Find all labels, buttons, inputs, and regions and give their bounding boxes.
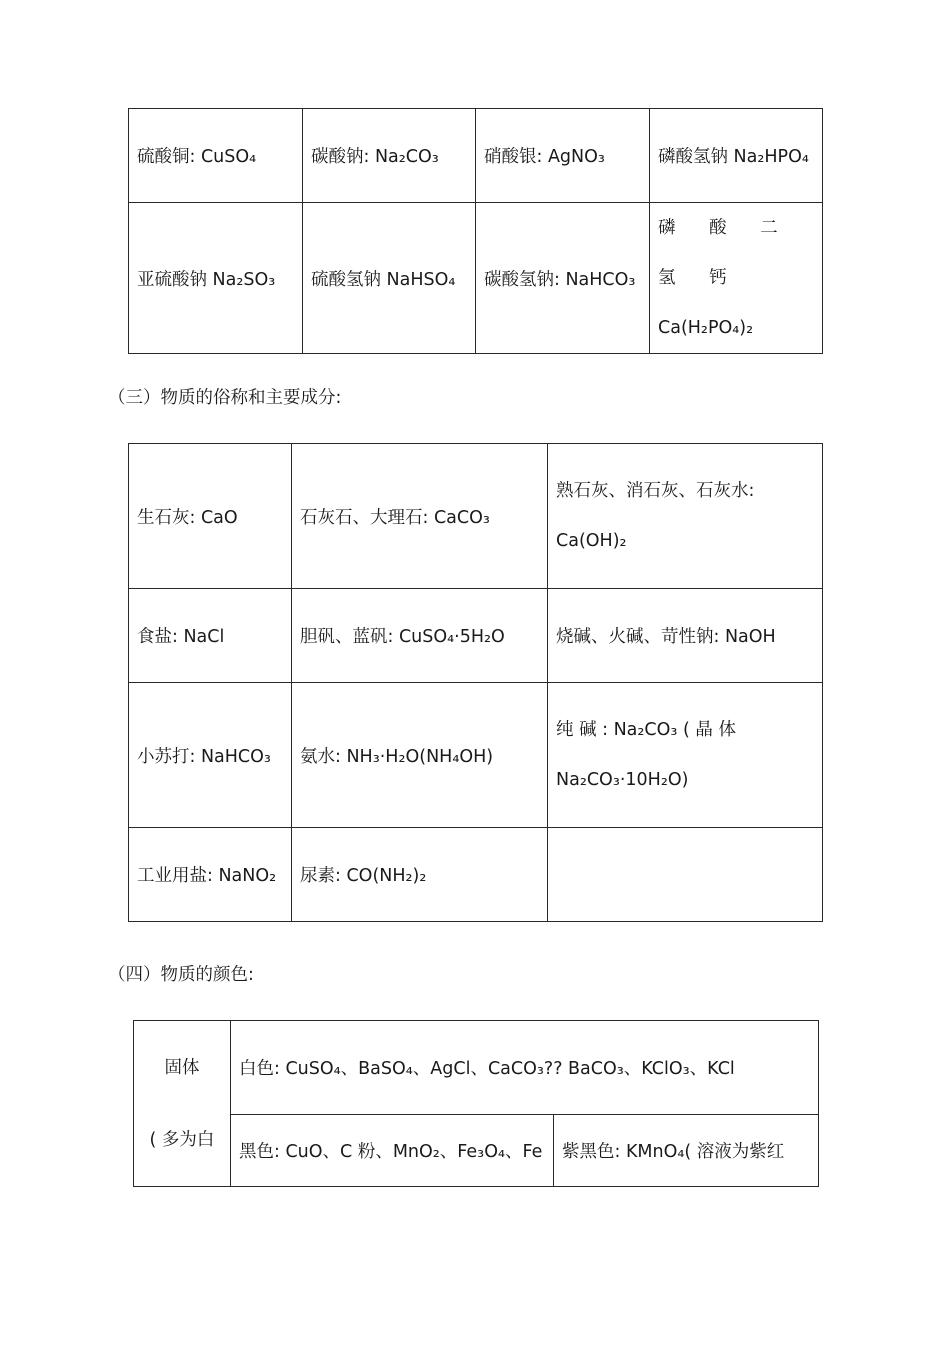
table-cell: 氨水: NH₃·H₂O(NH₄OH) <box>292 683 548 828</box>
section-heading: （四）物质的颜色: <box>108 965 254 985</box>
table-cell: 尿素: CO(NH₂)₂ <box>292 828 548 922</box>
colors-table <box>133 1020 819 1187</box>
cell-line: 熟石灰、消石灰、石灰水: <box>556 481 755 501</box>
table-cell: 生石灰: CaO <box>129 444 292 589</box>
table-cell: 胆矾、蓝矾: CuSO₄·5H₂O <box>292 589 548 683</box>
table-cell: 小苏打: NaHCO₃ <box>129 683 292 828</box>
table-cell: 硝酸银: AgNO₃ <box>476 109 650 203</box>
cell-line: 纯 碱 : Na₂CO₃ ( 晶 体 <box>556 720 736 740</box>
table-row <box>134 1021 819 1115</box>
salts-table <box>128 108 823 354</box>
table-cell <box>134 1021 231 1187</box>
table-row <box>134 1115 819 1187</box>
table-cell: 硫酸氢钠 NaHSO₄ <box>303 203 476 354</box>
section-heading: （三）物质的俗称和主要成分: <box>108 388 342 408</box>
table-cell: 石灰石、大理石: CaCO₃ <box>292 444 548 589</box>
cell-line: 磷 酸 二 氢 钙 <box>658 218 792 288</box>
table-cell: 亚硫酸钠 Na₂SO₃ <box>129 203 303 354</box>
common-names-table <box>128 443 823 922</box>
table-cell: 磷酸氢钠 Na₂HPO₄ <box>650 109 823 203</box>
table-cell: 白色: CuSO₄、BaSO₄、AgCl、CaCO₃?? BaCO₃、KClO₃、KCl <box>231 1021 819 1115</box>
cell-line: Na₂CO₃·10H₂O) <box>556 770 689 790</box>
table-row <box>129 203 823 354</box>
table-cell <box>650 203 823 354</box>
table-cell: 硫酸铜: CuSO₄ <box>129 109 303 203</box>
table-cell: 碳酸钠: Na₂CO₃ <box>303 109 476 203</box>
table-cell: 碳酸氢钠: NaHCO₃ <box>476 203 650 354</box>
table-cell: 紫黑色: KMnO₄( 溶液为紫红 <box>554 1115 819 1187</box>
table-row <box>129 589 823 683</box>
table-cell: 工业用盐: NaNO₂ <box>129 828 292 922</box>
table-cell: 烧碱、火碱、苛性钠: NaOH <box>548 589 823 683</box>
table-cell <box>548 683 823 828</box>
cell-line: ( 多为白 <box>149 1129 215 1150</box>
table-cell <box>548 828 823 922</box>
cell-line: Ca(OH)₂ <box>556 531 627 551</box>
cell-line: 固体 <box>164 1057 200 1078</box>
table-cell: 黑色: CuO、C 粉、MnO₂、Fe₃O₄、Fe <box>231 1115 554 1187</box>
table-row <box>129 683 823 828</box>
table-row <box>129 444 823 589</box>
table-row <box>129 109 823 203</box>
cell-line: Ca(H₂PO₄)₂ <box>658 318 754 338</box>
table-row <box>129 828 823 922</box>
table-cell: 食盐: NaCl <box>129 589 292 683</box>
table-cell <box>548 444 823 589</box>
